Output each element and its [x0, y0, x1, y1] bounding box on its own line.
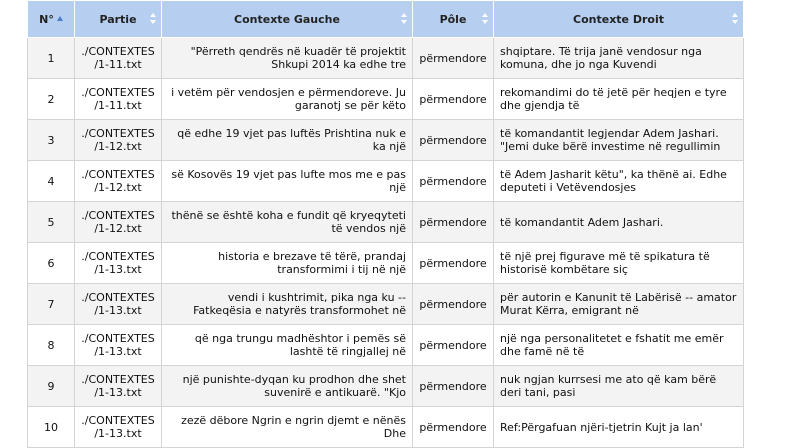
- column-header-label: N°: [39, 12, 54, 26]
- cell-number: 7: [28, 284, 75, 325]
- cell-partie: ./CONTEXTES /1-13.txt: [75, 366, 162, 407]
- cell-partie: ./CONTEXTES /1-12.txt: [75, 202, 162, 243]
- sort-both-icon: [732, 13, 739, 25]
- cell-partie: ./CONTEXTES /1-13.txt: [75, 325, 162, 366]
- sort-ascending-icon: [57, 16, 63, 21]
- cell-contexte-gauche: që nga trungu madhështor i pemës së lashtë të ringjallej në: [162, 325, 413, 366]
- column-header-label: Partie: [99, 12, 137, 26]
- cell-partie: ./CONTEXTES /1-13.txt: [75, 284, 162, 325]
- table-row: [28, 243, 744, 284]
- cell-pole: përmendore: [413, 366, 494, 407]
- cell-contexte-gauche: vendi i kushtrimit, pika nga ku -- Fatkeqësia e natyrës transformohet në: [162, 284, 413, 325]
- cell-number: 8: [28, 325, 75, 366]
- column-header-label: Pôle: [439, 12, 467, 26]
- cell-partie: ./CONTEXTES /1-11.txt: [75, 38, 162, 79]
- column-header-number[interactable]: [28, 1, 75, 38]
- cell-contexte-gauche: historia e brezave të tërë, prandaj transformimi i tij në një: [162, 243, 413, 284]
- cell-pole: përmendore: [413, 38, 494, 79]
- cell-contexte-droit: nuk ngjan kurrsesi me ato që kam bërë deri tani, pasi: [494, 366, 744, 407]
- cell-contexte-gauche: një punishte-dyqan ku prodhon dhe shet suvenirë e antikuarë. "Kjo: [162, 366, 413, 407]
- cell-contexte-droit: të Adem Jasharit këtu", ka thënë ai. Edhe deputeti i Vetëvendosjes: [494, 161, 744, 202]
- cell-pole: përmendore: [413, 161, 494, 202]
- concordance-table: [27, 0, 744, 448]
- cell-pole: përmendore: [413, 79, 494, 120]
- sort-both-icon: [482, 13, 489, 25]
- table-header-row: [28, 1, 744, 38]
- cell-contexte-gauche: "Përreth qendrës në kuadër të projektit Shkupi 2014 ka edhe tre: [162, 38, 413, 79]
- cell-pole: përmendore: [413, 202, 494, 243]
- cell-contexte-gauche: që edhe 19 vjet pas luftës Prishtina nuk e ka një: [162, 120, 413, 161]
- cell-pole: përmendore: [413, 243, 494, 284]
- table-row: [28, 120, 744, 161]
- table-row: [28, 284, 744, 325]
- cell-number: 9: [28, 366, 75, 407]
- cell-partie: ./CONTEXTES /1-13.txt: [75, 407, 162, 448]
- cell-number: 2: [28, 79, 75, 120]
- cell-contexte-droit: të komandantit legjendar Adem Jashari. "Jemi duke bërë investime në regullimin: [494, 120, 744, 161]
- cell-contexte-droit: Ref:Përgafuan njëri-tjetrin Kujt ja lan': [494, 407, 744, 448]
- cell-pole: përmendore: [413, 325, 494, 366]
- cell-partie: ./CONTEXTES /1-11.txt: [75, 79, 162, 120]
- table-row: [28, 325, 744, 366]
- column-header-label: Contexte Droit: [573, 12, 664, 26]
- table-row: [28, 366, 744, 407]
- table-row: [28, 202, 744, 243]
- sort-both-icon: [150, 13, 157, 25]
- cell-number: 3: [28, 120, 75, 161]
- cell-contexte-droit: rekomandimi do të jetë për heqjen e tyre dhe gjendja të: [494, 79, 744, 120]
- table-row: [28, 161, 744, 202]
- cell-contexte-droit: një nga personalitetet e fshatit me emër dhe famë në të: [494, 325, 744, 366]
- cell-contexte-droit: shqiptare. Të trija janë vendosur nga komuna, dhe jo nga Kuvendi: [494, 38, 744, 79]
- column-header-partie[interactable]: [75, 1, 162, 38]
- cell-contexte-gauche: zezë dëbore Ngrin e ngrin djemt e nënës Dhe: [162, 407, 413, 448]
- table-row: [28, 79, 744, 120]
- sort-both-icon: [401, 13, 408, 25]
- cell-partie: ./CONTEXTES /1-12.txt: [75, 120, 162, 161]
- cell-pole: përmendore: [413, 284, 494, 325]
- column-header-contexte-gauche[interactable]: [162, 1, 413, 38]
- cell-number: 10: [28, 407, 75, 448]
- cell-pole: përmendore: [413, 120, 494, 161]
- cell-contexte-droit: të një prej figurave më të spikatura të historisë kombëtare siç: [494, 243, 744, 284]
- column-header-contexte-droit[interactable]: [494, 1, 744, 38]
- cell-number: 5: [28, 202, 75, 243]
- cell-contexte-gauche: së Kosovës 19 vjet pas lufte mos me e pas një: [162, 161, 413, 202]
- cell-contexte-gauche: thënë se është koha e fundit që kryeqyteti të vendos një: [162, 202, 413, 243]
- cell-partie: ./CONTEXTES /1-12.txt: [75, 161, 162, 202]
- table-row: [28, 38, 744, 79]
- cell-contexte-gauche: i vetëm për vendosjen e përmendoreve. Ju garanotj se për këto: [162, 79, 413, 120]
- cell-number: 4: [28, 161, 75, 202]
- cell-number: 1: [28, 38, 75, 79]
- table-row: [28, 407, 744, 448]
- column-header-label: Contexte Gauche: [234, 12, 340, 26]
- column-header-pole[interactable]: [413, 1, 494, 38]
- concordance-table-container: [27, 0, 743, 448]
- cell-partie: ./CONTEXTES /1-13.txt: [75, 243, 162, 284]
- cell-contexte-droit: për autorin e Kanunit të Labërisë -- amator Murat Kërra, emigrant në: [494, 284, 744, 325]
- cell-contexte-droit: të komandantit Adem Jashari.: [494, 202, 744, 243]
- cell-number: 6: [28, 243, 75, 284]
- cell-pole: përmendore: [413, 407, 494, 448]
